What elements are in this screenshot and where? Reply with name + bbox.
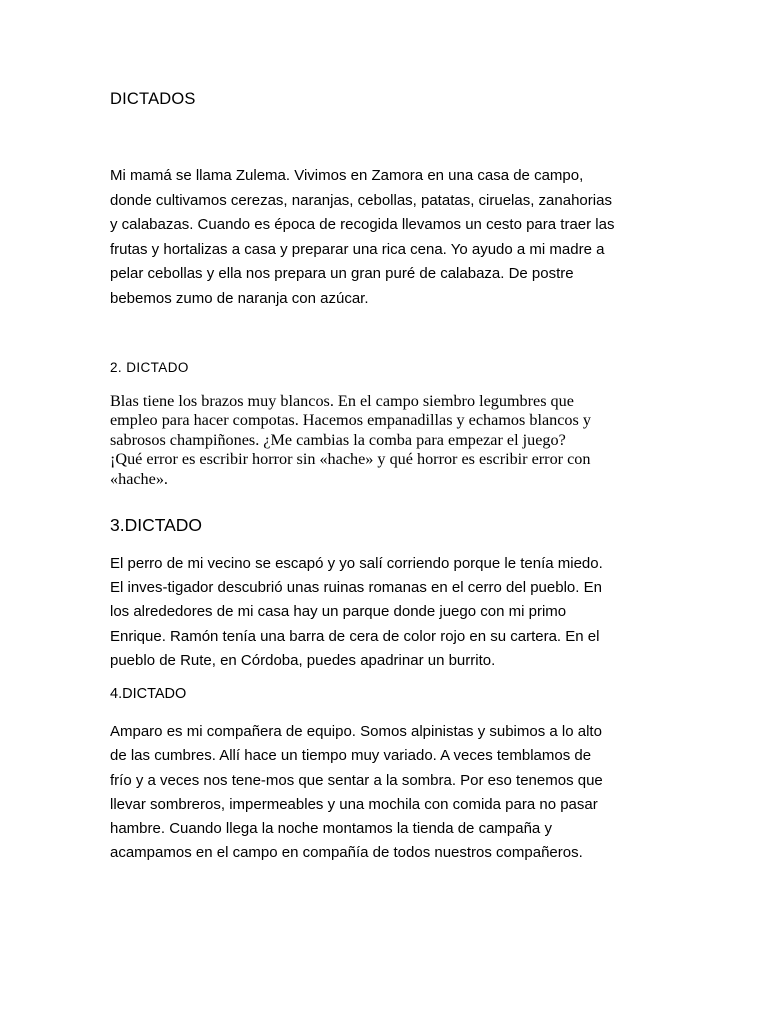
text-line: bebemos zumo de naranja con azúcar.	[110, 289, 369, 307]
text-line: empleo para hacer compotas. Hacemos empanadillas y echamos blancos y	[110, 411, 591, 430]
text-line: pelar cebollas y ella nos prepara un gran puré de calabaza. De postre	[110, 265, 574, 283]
dictation-4-text	[110, 720, 603, 866]
text-line: Enrique. Ramón tenía una barra de cera de color rojo en su cartera. En el	[110, 627, 600, 645]
text-line: sabrosos champiñones. ¿Me cambias la comba para empezar el juego?	[110, 430, 566, 449]
text-line: pueblo de Rute, en Córdoba, puedes apadrinar un burrito.	[110, 651, 496, 669]
text-line: hambre. Cuando llega la noche montamos la tienda de campaña y	[110, 820, 552, 838]
text-line: El inves-tigador descubrió unas ruinas romanas en el cerro del pueblo. En	[110, 579, 602, 597]
text-line: de las cumbres. Allí hace un tiempo muy variado. A veces temblamos de	[110, 747, 592, 765]
dictation-1-text	[110, 164, 614, 312]
text-line: los alrededores de mi casa hay un parque donde juego con mi primo	[110, 603, 567, 621]
text-line: frío y a veces nos tene-mos que sentar a la sombra. Por eso tenemos que	[110, 771, 603, 789]
dictation-2-text	[110, 392, 591, 489]
text-line: frutas y hortalizas a casa y preparar una rica cena. Yo ayudo a mi madre a	[110, 240, 605, 258]
text-line: Blas tiene los brazos muy blancos. En el campo siembro legumbres que	[110, 392, 574, 410]
text-line: y calabazas. Cuando es época de recogida llevamos un cesto para traer las	[110, 216, 615, 234]
text-line: «hache».	[110, 469, 168, 488]
text-line: El perro de mi vecino se escapó y yo salí corriendo porque le tenía miedo.	[110, 555, 603, 572]
dictation-3-heading: 3.DICTADO	[110, 515, 203, 535]
dictation-2-heading: 2. DICTADO	[110, 360, 189, 375]
text-line: llevar sombreros, impermeables y una mochila con comida para no pasar	[110, 795, 598, 813]
dictation-4-heading: 4.DICTADO	[110, 686, 187, 702]
text-line: donde cultivamos cerezas, naranjas, cebollas, patatas, ciruelas, zanahorias	[110, 191, 612, 209]
text-line: ¡Qué error es escribir horror sin «hache» y qué horror es escribir error con	[110, 450, 591, 469]
document-title: DICTADOS	[110, 90, 196, 108]
text-line: acampamos en el campo en compañía de todos nuestros compañeros.	[110, 844, 583, 862]
dictation-3-text	[110, 552, 603, 673]
text-line: Mi mamá se llama Zulema. Vivimos en Zamora en una casa de campo,	[110, 167, 584, 184]
text-line: Amparo es mi compañera de equipo. Somos alpinistas y subimos a lo alto	[110, 723, 602, 740]
